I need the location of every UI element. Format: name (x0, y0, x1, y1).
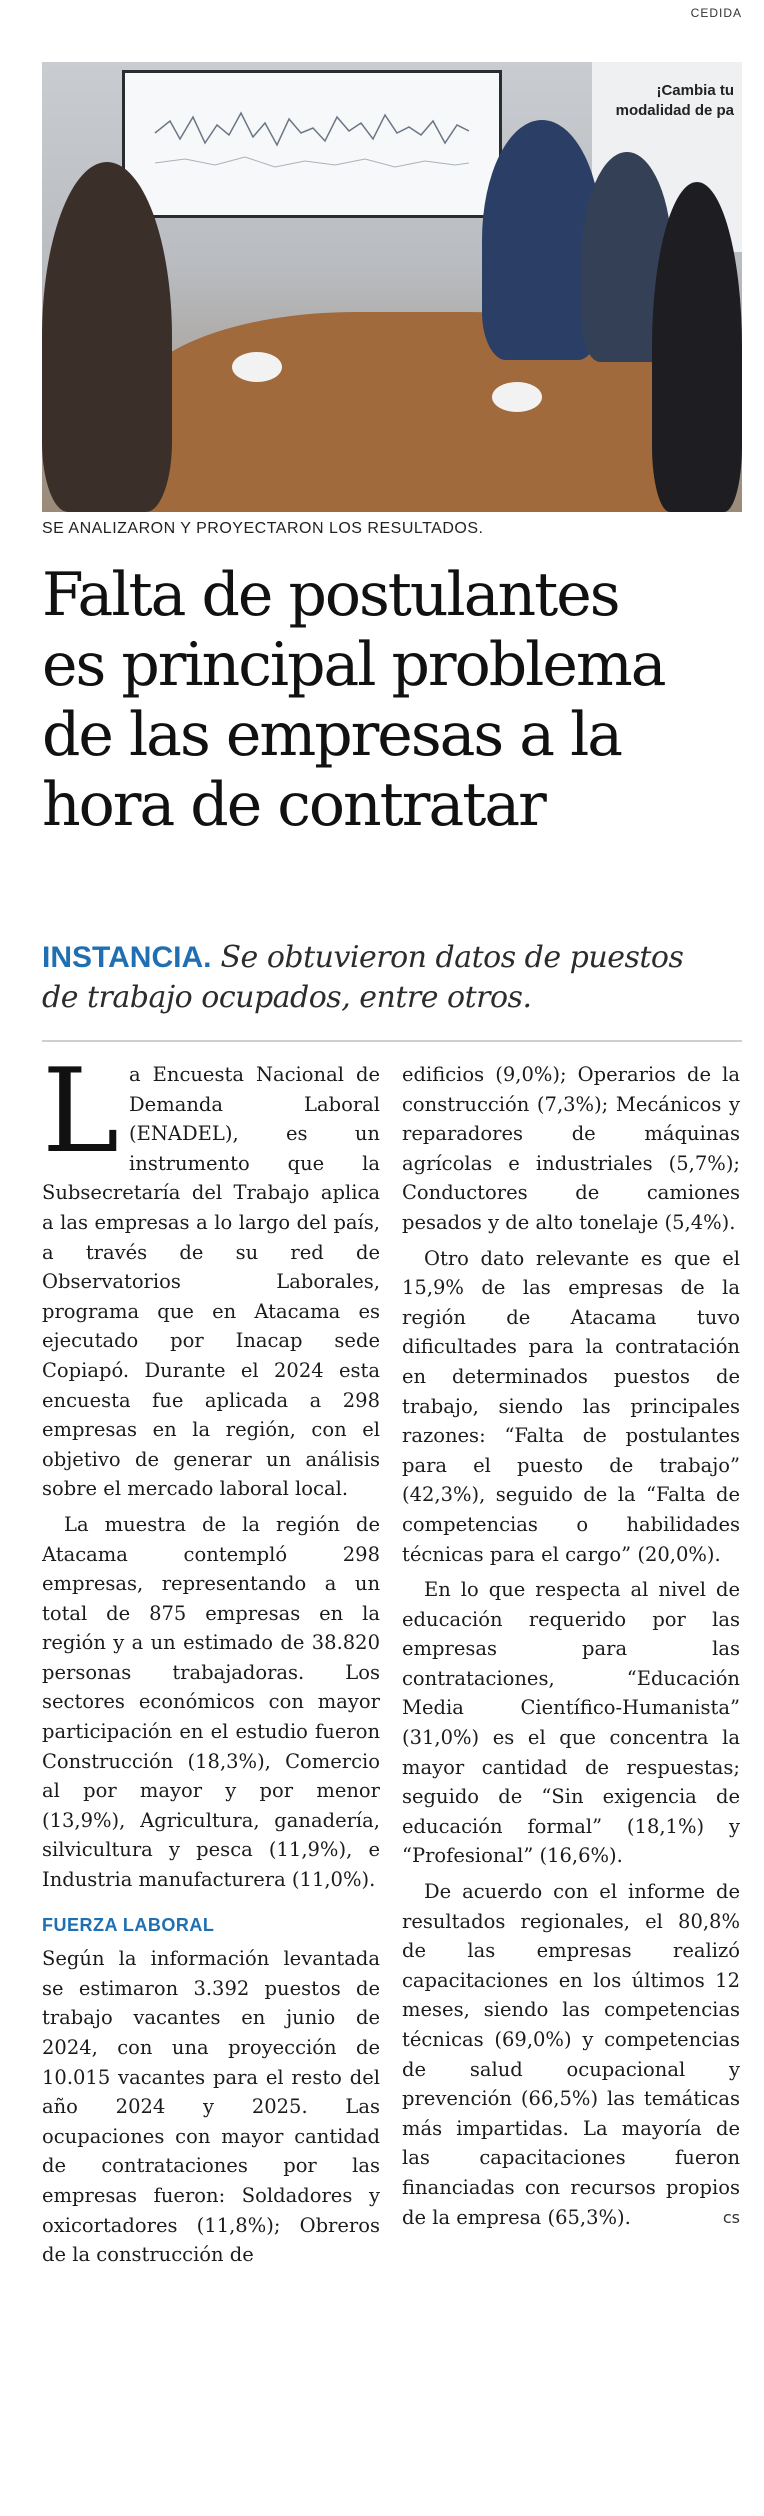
body-column-left (42, 1044, 380, 2270)
headline-line: Falta de postulantes (42, 560, 619, 630)
divider (42, 1040, 742, 1042)
wall-banner-line-2: modalidad de pa (615, 102, 734, 119)
drop-cap: L (42, 1044, 120, 1179)
paragraph: Otro dato relevante es que el 15,9% de las empresas de la región de Atacama tuvo dificultades para la contratación en determinados puestos de trabajo, siendo las principales razones: “Falta de postulantes para el puesto de trabajo” (42,3%), seguido de la “Falta de competencias o habilidades técnicas para el cargo” (20,0%). (402, 1246, 740, 1566)
headline (42, 560, 764, 840)
paragraph (42, 1044, 380, 1504)
kicker-text-line2: de trabajo ocupados, entre otros. (42, 980, 532, 1015)
paragraph: La muestra de la región de Atacama contempló 298 empresas, representando a un total de 875 empresas en la región y a un estimado de 38.820 personas trabajadoras. Los sectores económicos con mayor participación en el estudio fueron Construcción (18,3%), Comercio al por mayor y por menor (13,9%), Agricultura, ganadería, silvicultura y pesca (11,9%), e Industria manufacturera (11,0%). (42, 1512, 380, 1892)
coffee-cup (232, 352, 282, 382)
kicker-tag: INSTANCIA. (42, 941, 212, 974)
kicker (42, 938, 764, 1018)
coffee-cup (492, 382, 542, 412)
person-left (42, 162, 172, 512)
headline-line: hora de contratar (42, 770, 545, 840)
article-photo (42, 62, 742, 512)
paragraph: Según la información levantada se estimaron 3.392 puestos de trabajo vacantes en junio de 2024, con una proyección de 10.015 vacantes para el resto del año 2024 y 2025. Las ocupaciones con mayor cantidad de contrataciones por las empresas fueron: Soldadores y oxicortadores (11,8%); Obreros de la construcción de (42, 1947, 380, 2267)
wall-banner-line-1: ¡Cambia tu (656, 82, 734, 99)
headline-line: de las empresas a la (42, 700, 622, 770)
paragraph: En lo que respecta al nivel de educación requerido por las empresas para las contrataciones, “Educación Media Científico-Humanista” (31,0%) es el que concentra la mayor cantidad de respuestas; seguido de “Sin exigencia de educación formal” (18,1%) y “Profesional” (16,6%). (402, 1578, 740, 1868)
paragraph-text: a Encuesta Nacional de Demanda Laboral (ENADEL), es un instrumento que la Subsecretaría del Trabajo aplica a las empresas a lo largo del país, a través de su red de Observatorios Laborales, programa que en Atacama es ejecutado por Inacap sede Copiapó. Durante el 2024 esta encuesta fue aplicada a 298 empresas en la región, con el objetivo de generar un análisis sobre el mercado laboral local. (42, 1063, 380, 1501)
paragraph (402, 1877, 740, 2232)
body-column-right (402, 1060, 740, 2232)
person-right-2 (652, 182, 742, 512)
paragraph-text: De acuerdo con el informe de resultados regionales, el 80,8% de las empresas realizó capacitaciones en los últimos 12 meses, siendo las competencias técnicas (69,0%) y competencias de salud ocupacional y prevención (66,5%) las temáticas más impartidas. La mayoría de las capacitaciones fueron financiadas con recursos propios de la empresa (65,3%). (402, 1880, 740, 2229)
end-mark-icon: cs (722, 2207, 740, 2227)
photo-credit: CEDIDA (690, 6, 742, 20)
projection-screen (122, 70, 502, 218)
paragraph: edificios (9,0%); Operarios de la construcción (7,3%); Mecánicos y reparadores de máquinas agrícolas e industriales (5,7%); Conductores de camiones pesados y de alto tonelaje (5,4%). (402, 1063, 740, 1234)
photo-caption: SE ANALIZARON Y PROYECTARON LOS RESULTADOS. (42, 520, 484, 537)
projected-line-chart (125, 73, 499, 215)
section-heading: FUERZA LABORAL (42, 1914, 215, 1935)
headline-line: es principal problema (42, 630, 665, 700)
kicker-text-line1: Se obtuvieron datos de puestos (220, 940, 684, 975)
